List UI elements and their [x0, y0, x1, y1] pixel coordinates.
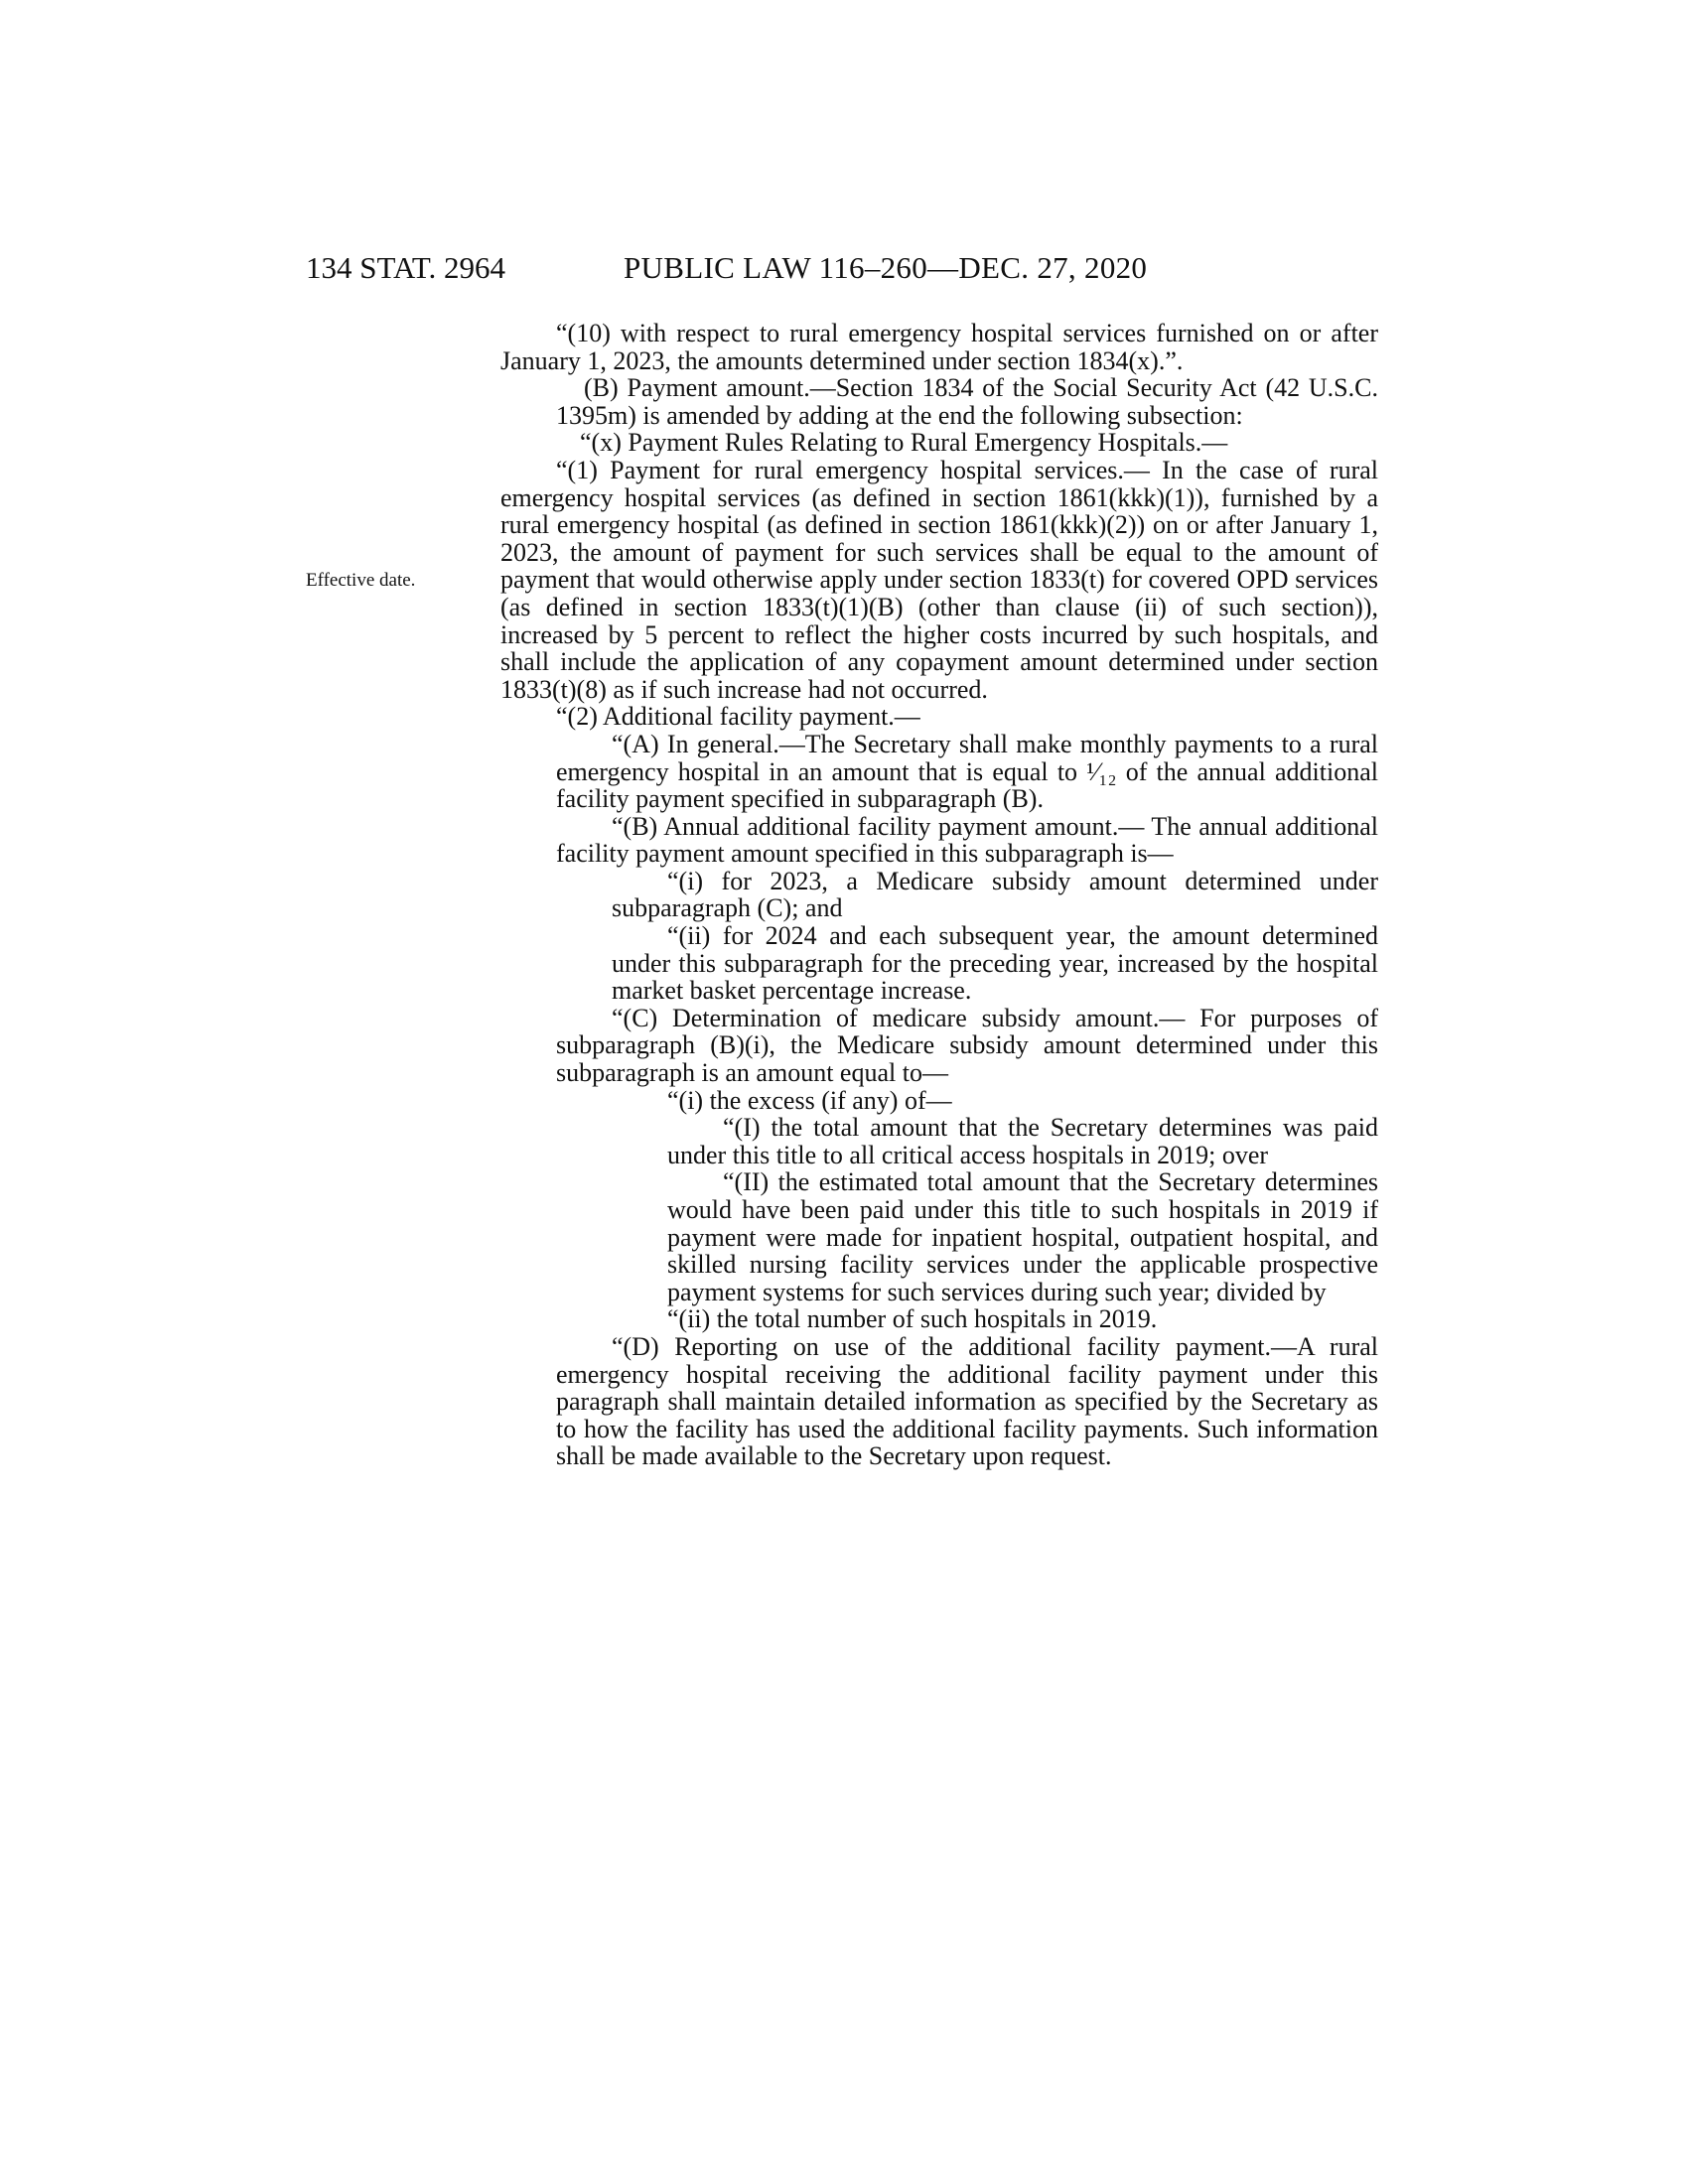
- page-header: [306, 250, 1378, 294]
- subclause-c-i-I: “(I) the total amount that the Secretary determines was paid under this title to all critical access hospitals in 2019; over: [667, 1113, 1378, 1169]
- clause-c-i: “(i) the excess (if any) of—: [667, 1085, 952, 1115]
- paragraph-2-heading: “(2) Additional facility payment.—: [556, 702, 920, 732]
- margin-note: Effective date.: [306, 570, 416, 591]
- running-head-title: PUBLIC LAW 116–260—DEC. 27, 2020: [624, 250, 1148, 285]
- clause-c-ii: “(ii) the total number of such hospitals in 2019.: [667, 1304, 1158, 1334]
- subparagraph-b-annual-amount: “(B) Annual additional facility payment amount.— The annual additional facility payment amount specified in this subparagraph is—: [556, 811, 1378, 869]
- paragraph-1-payment-services: “(1) Payment for rural emergency hospital services.— In the case of rural emergency hospital services (as defined in section 1861(kkk)(1)), furnished by a rural emergency hospital (as defined in section 1861(kkk)(2)) on or after January 1, 2023, the amount of payment for such services shall be equal to the amount of payment that would otherwise apply under section 1833(t) for covered OPD services (as defined in section 1833(t)(1)(B) (other than clause (ii) of such section)), increased by 5 percent to reflect the higher costs incurred by such hospitals, and shall include the application of any copayment amount determined under section 1833(t)(8) as if such increase had not occurred.: [500, 455, 1378, 704]
- clause-b-i: “(i) for 2023, a Medicare subsidy amount determined under subparagraph (C); and: [612, 866, 1378, 923]
- statute-page-number: 134 STAT. 2964: [306, 250, 506, 285]
- subparagraph-a-in-general: “(A) In general.—The Secretary shall make monthly payments to a rural emergency hospital in an amount that is equal to ¹⁄₁₂ of the annual additional facility payment specified in subparagraph (B).: [556, 729, 1378, 814]
- subclause-c-i-II: “(II) the estimated total amount that the Secretary determines would have been paid under this title to such hospitals in 2019 if payment were made for inpatient hospital, outpatient hospital, and skilled nursing facility services under the applicable prospective payment systems for such services during such year; divided by: [667, 1167, 1378, 1306]
- subsection-x-heading: “(x) Payment Rules Relating to Rural Emergency Hospitals.—: [580, 428, 1228, 458]
- paragraph-b-payment-amount: (B) Payment amount.—Section 1834 of the Social Security Act (42 U.S.C. 1395m) is amended by adding at the end the following subsection:: [556, 373, 1378, 430]
- subparagraph-d-reporting: “(D) Reporting on use of the additional facility payment.—A rural emergency hospital receiving the additional facility payment under this paragraph shall maintain detailed information as specified by the Secretary as to how the facility has used the additional facility payments. Such information shall be made available to the Secretary upon request.: [556, 1331, 1378, 1471]
- clause-b-ii: “(ii) for 2024 and each subsequent year, the amount determined under this subparagraph for the preceding year, increased by the hospital market basket percentage increase.: [612, 921, 1378, 1006]
- subparagraph-c-determination: “(C) Determination of medicare subsidy amount.— For purposes of subparagraph (B)(i), the Medicare subsidy amount determined under this subparagraph is an amount equal to—: [556, 1003, 1378, 1088]
- document-body: [500, 320, 1378, 1470]
- paragraph-10: “(10) with respect to rural emergency hospital services furnished on or after January 1, 2023, the amounts determined under section 1834(x).”.: [500, 319, 1378, 375]
